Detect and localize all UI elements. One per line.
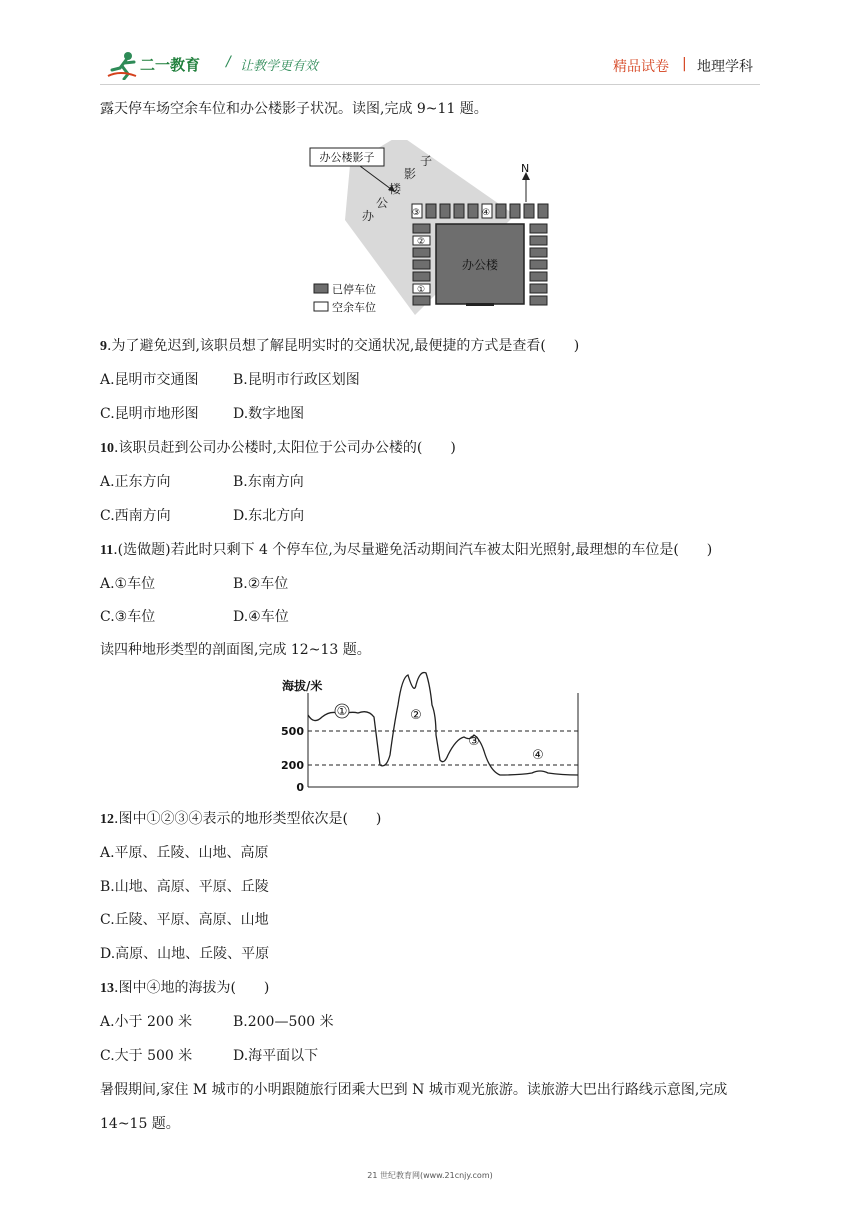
spot-2-label: ② xyxy=(417,237,426,247)
legend-empty-label: 空余车位 xyxy=(332,301,376,314)
question-12-number: 12 xyxy=(100,812,114,827)
q9-option-a[interactable]: A.昆明市交通图 xyxy=(100,372,199,388)
q12-option-d[interactable]: D.高原、山地、丘陵、平原 xyxy=(100,946,270,962)
legend-parked-label: 已停车位 xyxy=(332,283,376,296)
logo-text: 二一教育 xyxy=(140,56,201,74)
brand-separator: | xyxy=(682,56,687,72)
brand-label-premium: 精品试卷 xyxy=(613,59,669,75)
question-12-text: .图中①②③④表示的地形类型依次是( ) xyxy=(114,811,382,827)
tick-500: 500 xyxy=(281,725,304,738)
intro-profile: 读四种地形类型的剖面图,完成 12~13 题。 xyxy=(100,642,371,658)
q9-option-b[interactable]: B.昆明市行政区划图 xyxy=(233,372,360,388)
q13-option-d[interactable]: D.海平面以下 xyxy=(233,1048,319,1064)
profile-label-3: ③ xyxy=(468,734,480,749)
legend-parked-swatch xyxy=(314,284,328,293)
q13-option-c[interactable]: C.大于 500 米 xyxy=(100,1048,193,1064)
q10-option-d[interactable]: D.东北方向 xyxy=(233,508,305,524)
shadow-char-4: 公 xyxy=(376,196,389,210)
building-label: 办公楼 xyxy=(461,258,499,272)
profile-ylabel: 海拔/米 xyxy=(282,679,323,693)
question-13-text: .图中④地的海拔为( ) xyxy=(114,980,270,996)
question-9-number: 9 xyxy=(100,339,107,354)
question-10-number: 10 xyxy=(100,441,114,456)
shadow-char-3: 楼 xyxy=(389,182,402,196)
brand-label-subject: 地理学科 xyxy=(697,59,753,75)
question-11 xyxy=(100,539,712,559)
q12-option-b[interactable]: B.山地、高原、平原、丘陵 xyxy=(100,879,269,895)
q12-option-a[interactable]: A.平原、丘陵、山地、高原 xyxy=(100,845,269,861)
page-footer: 21 世纪教育网(www.21cnjy.com) xyxy=(367,1171,493,1180)
question-13 xyxy=(100,977,269,997)
right-parking-column xyxy=(530,224,547,305)
tick-200: 200 xyxy=(281,759,304,772)
q9-option-c[interactable]: C.昆明市地形图 xyxy=(100,406,199,422)
q13-option-a[interactable]: A.小于 200 米 xyxy=(100,1014,193,1030)
question-11-text: .(选做题)若此时只剩下 4 个停车位,为尽量避免活动期间汽车被太阳光照射,最理想的车位是( ) xyxy=(113,542,713,558)
q11-option-d[interactable]: D.④车位 xyxy=(233,609,289,625)
profile-label-4: ④ xyxy=(532,748,544,763)
q10-option-b[interactable]: B.东南方向 xyxy=(233,474,304,490)
slogan: 让教学更有效 xyxy=(240,59,319,74)
profile-label-1: ① xyxy=(336,704,348,718)
parking-shadow-figure xyxy=(300,140,560,320)
building-entrance xyxy=(466,303,494,306)
runner-logo-icon xyxy=(106,50,140,80)
terrain-profile-figure xyxy=(276,665,586,795)
profile-label-2: ② xyxy=(410,708,422,723)
spot-1-label: ① xyxy=(417,285,426,295)
tick-0: 0 xyxy=(296,781,304,794)
question-9-text: .为了避免迟到,该职员想了解昆明实时的交通状况,最便捷的方式是查看( ) xyxy=(107,338,580,354)
question-12 xyxy=(100,808,381,828)
q9-option-d[interactable]: D.数字地图 xyxy=(233,406,305,422)
question-11-number: 11 xyxy=(100,543,114,558)
shadow-char-5: 办 xyxy=(362,209,375,223)
intro-travel-line-1: 暑假期间,家住 M 城市的小明跟随旅行团乘大巴到 N 城市观光旅游。读旅游大巴出行路线示意图,完成 xyxy=(100,1082,728,1098)
intro-travel-line-2: 14~15 题。 xyxy=(100,1116,180,1132)
shadow-char-2: 影 xyxy=(404,167,417,181)
question-10 xyxy=(100,437,456,457)
q10-option-c[interactable]: C.西南方向 xyxy=(100,508,171,524)
q13-option-b[interactable]: B.200—500 米 xyxy=(233,1014,334,1030)
question-10-text: .该职员赶到公司办公楼时,太阳位于公司办公楼的( ) xyxy=(114,440,456,456)
q11-option-a[interactable]: A.①车位 xyxy=(100,576,156,592)
header-divider xyxy=(100,84,760,85)
intro-parking: 露天停车场空余车位和办公楼影子状况。读图,完成 9~11 题。 xyxy=(100,101,488,117)
shadow-callout-label: 办公楼影子 xyxy=(319,151,375,164)
north-label: N xyxy=(521,162,530,175)
q11-option-b[interactable]: B.②车位 xyxy=(233,576,289,592)
q10-option-a[interactable]: A.正东方向 xyxy=(100,474,171,490)
spot-4-label: ④ xyxy=(482,208,491,218)
shadow-char-1: 子 xyxy=(420,154,433,168)
q12-option-c[interactable]: C.丘陵、平原、高原、山地 xyxy=(100,912,269,928)
question-13-number: 13 xyxy=(100,981,114,996)
q11-option-c[interactable]: C.③车位 xyxy=(100,609,156,625)
spot-3-label: ③ xyxy=(412,208,421,218)
question-9 xyxy=(100,335,579,355)
legend-empty-swatch xyxy=(314,302,328,311)
logo-separator: / xyxy=(226,54,231,70)
